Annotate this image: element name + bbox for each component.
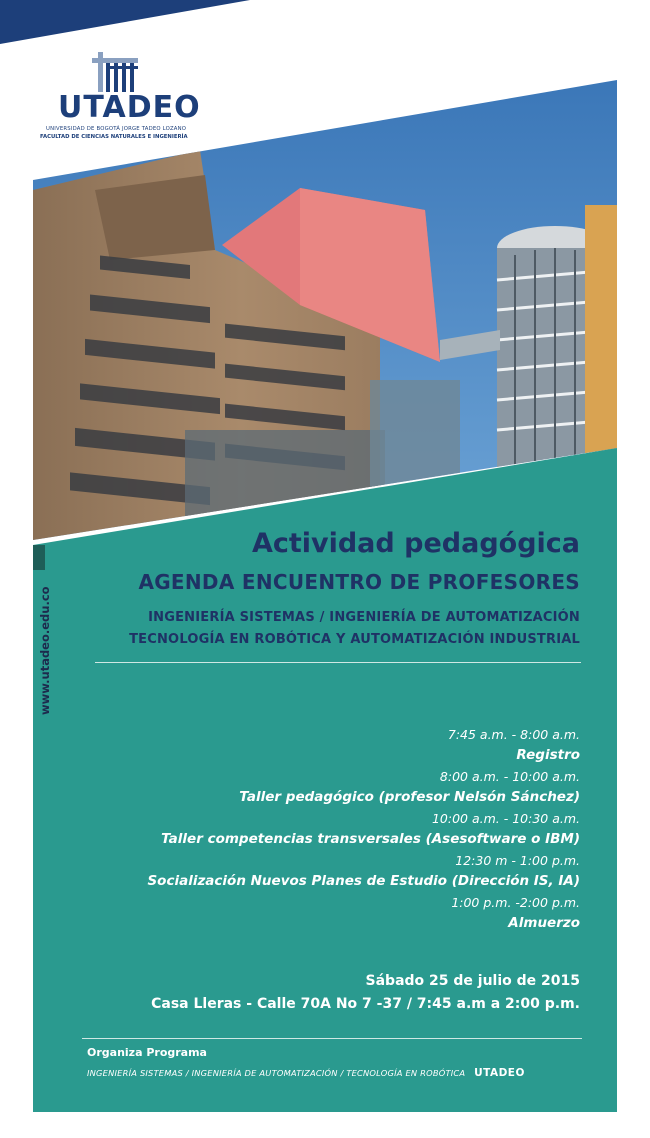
agenda-item [147,724,580,766]
programs-line-2: TECNOLOGÍA EN ROBÓTICA Y AUTOMATIZACIÓN INDUSTRIAL [129,632,580,647]
agenda-time: 1:00 p.m. -2:00 p.m. [451,895,580,910]
footer-programs [87,1067,525,1079]
logo-university: UNIVERSIDAD DE BOGOTÁ JORGE TADEO LOZANO [46,126,187,132]
agenda-item [147,808,580,850]
agenda-activity: Socialización Nuevos Planes de Estudio (Dirección IS, IA) [147,873,580,889]
footer-programs-text: INGENIERÍA SISTEMAS / INGENIERÍA DE AUTOMATIZACIÓN / TECNOLOGÍA EN ROBÓTICA [87,1068,466,1078]
agenda-list [147,724,580,934]
event-subtitle: AGENDA ENCUENTRO DE PROFESORES [138,570,580,594]
logo-faculty: FACULTAD DE CIENCIAS NATURALES E INGENIERÍA [40,134,188,140]
footer-divider [82,1038,582,1039]
footer-brand: UTADEO [474,1067,525,1079]
agenda-activity: Taller competencias transversales (Asesoftware o IBM) [161,831,580,847]
website-url[interactable]: www.utadeo.edu.co [38,586,52,715]
top-banner-shape [0,0,250,44]
agenda-item [147,766,580,808]
agenda-activity: Taller pedagógico (profesor Nelsón Sánchez) [239,789,580,805]
agenda-item [147,892,580,934]
event-title: Actividad pedagógica [251,528,580,559]
event-date: Sábado 25 de julio de 2015 [365,973,580,989]
heading-divider [95,662,581,663]
agenda-time: 7:45 a.m. - 8:00 a.m. [447,727,580,742]
logo-name: UTADEO [58,90,201,125]
agenda-time: 8:00 a.m. - 10:00 a.m. [439,769,580,784]
organizer-label: Organiza Programa [87,1046,207,1059]
agenda-item [147,850,580,892]
utadeo-logo-icon [92,52,138,92]
programs-line-1: INGENIERÍA SISTEMAS / INGENIERÍA DE AUTOMATIZACIÓN [148,610,580,625]
agenda-time: 12:30 m - 1:00 p.m. [455,853,580,868]
accent-strip [33,545,45,570]
agenda-activity: Registro [516,747,580,763]
agenda-time: 10:00 a.m. - 10:30 a.m. [431,811,580,826]
agenda-activity: Almuerzo [508,915,580,931]
event-place: Casa Lleras - Calle 70A No 7 -37 / 7:45 a.m a 2:00 p.m. [151,996,580,1012]
